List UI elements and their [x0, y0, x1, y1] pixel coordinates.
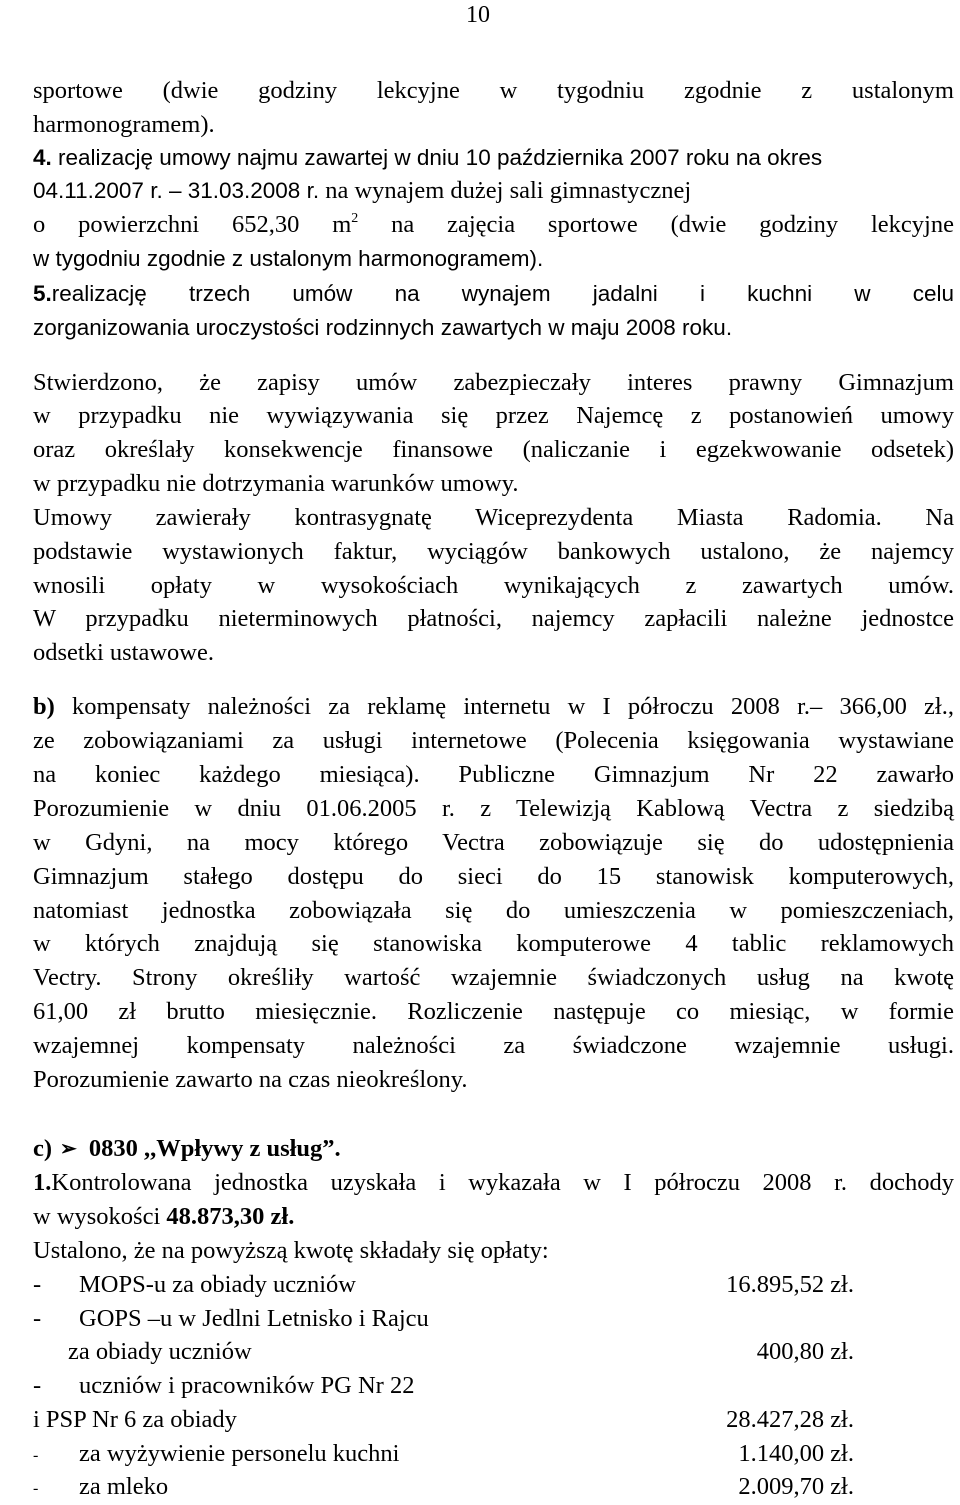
text-line: sportowe (dwie godziny lekcyjne w tygodniu zgodnie z ustalonym: [33, 77, 954, 104]
item-label: za wyżywienie personelu kuchni: [79, 1440, 400, 1467]
list-number: 5.: [33, 281, 52, 306]
page-number: 10: [466, 2, 490, 28]
text-line: [33, 141, 954, 174]
text-line: harmonogramem).: [33, 111, 215, 138]
line-text: na zajęcia sportowe (dwie godziny lekcyjne: [358, 211, 954, 238]
list-item: [33, 1268, 954, 1301]
list-number: 1.: [33, 1169, 52, 1196]
list-item: [33, 1437, 954, 1470]
text-line: natomiast jednostka zobowiązała się do umieszczenia w pomieszczeniach,: [33, 897, 954, 924]
text-line: w Gdyni, na mocy którego Vectra zobowiązuje się do udostępnienia: [33, 829, 954, 856]
text-line: na koniec każdego miesiąca). Publiczne Gimnazjum Nr 22 zawarło: [33, 761, 954, 788]
list-item: [33, 1470, 954, 1503]
section-label: b): [33, 693, 55, 720]
list-dash: -: [33, 1372, 42, 1399]
list-dash: -: [33, 1271, 42, 1298]
item-label: MOPS-u za obiady uczniów: [79, 1271, 356, 1298]
list-number: 4.: [33, 145, 52, 170]
text-line: W przypadku nieterminowych płatności, najemcy zapłacili należne jednostce: [33, 605, 954, 632]
line-text: realizację umowy najmu zawartej w dniu 10 października 2007 roku na okres: [51, 145, 823, 170]
section-heading: [33, 1132, 954, 1165]
item-label: uczniów i pracowników PG Nr 22: [79, 1372, 415, 1399]
text-line: w których znajdują się stanowiska komputerowe 4 tablic reklamowych: [33, 930, 954, 957]
item-label: za obiady uczniów: [68, 1338, 252, 1365]
list-item: [33, 1335, 954, 1368]
text-line: podstawie wystawionych faktur, wyciągów bankowych ustalono, że najemcy: [33, 538, 954, 565]
section-label: c): [33, 1135, 53, 1162]
text-line: Stwierdzono, że zapisy umów zabezpieczały interes prawny Gimnazjum: [33, 369, 954, 396]
item-label: GOPS –u w Jedlni Letnisko i Rajcu: [79, 1305, 429, 1332]
text-line: Vectry. Strony określiły wartość wzajemnie świadczonych usług na kwotę: [33, 964, 954, 991]
text-line: Porozumienie w dniu 01.06.2005 r. z Telewizją Kablową Vectra z siedzibą: [33, 795, 954, 822]
item-amount: 28.427,28 zł.: [726, 1406, 854, 1433]
text-line: zorganizowania uroczystości rodzinnych zawartych w maju 2008 roku.: [33, 315, 733, 340]
text-line: w przypadku nie dotrzymania warunków umowy.: [33, 470, 519, 497]
line-text: Kontrolowana jednostka uzyskała i wykazała w I półroczu 2008 r. dochody: [51, 1169, 954, 1196]
section-title: 0830 ,,Wpływy z usług”.: [88, 1135, 341, 1162]
item-amount: 16.895,52 zł.: [726, 1271, 854, 1298]
text-line: oraz określały konsekwencje finansowe (naliczanie i egzekwowanie odsetek): [33, 436, 954, 463]
text-line: [33, 208, 954, 241]
list-dash: -: [33, 1305, 42, 1332]
text-line: Umowy zawierały kontrasygnatę Wiceprezydenta Miasta Radomia. Na: [33, 504, 954, 531]
item-label: i PSP Nr 6 za obiady: [33, 1406, 237, 1433]
list-item: [33, 1403, 954, 1436]
item-amount: 2.009,70 zł.: [738, 1473, 854, 1500]
item-amount: 400,80 zł.: [756, 1338, 854, 1365]
item-label: za mleko: [79, 1473, 169, 1500]
text-line: w przypadku nie wywiązywania się przez Najemcę z postanowień umowy: [33, 402, 954, 429]
text-line: Gimnazjum stałego dostępu do sieci do 15 stanowisk komputerowych,: [33, 863, 954, 890]
list-dash: -: [33, 1447, 39, 1464]
text-line: Porozumienie zawarto na czas nieokreślony.: [33, 1066, 468, 1093]
list-dash: -: [33, 1480, 39, 1497]
text-line: w tygodniu zgodnie z ustalonym harmonogramem).: [33, 246, 544, 271]
list-item: [33, 1369, 954, 1402]
text-line: ze zobowiązaniami za usługi internetowe (Polecenia księgowania wystawiane: [33, 727, 954, 754]
total-amount: 48.873,30 zł.: [166, 1203, 295, 1230]
arrow-bullet-icon: ➢: [60, 1138, 77, 1160]
text-line: wnosili opłaty w wysokościach wynikających z zawartych umów.: [33, 572, 954, 599]
text-line: [33, 1200, 954, 1233]
text-line: odsetki ustawowe.: [33, 639, 214, 666]
date-range: 04.11.2007 r. – 31.03.2008 r.: [33, 178, 320, 203]
text-line: wzajemnej kompensaty należności za świadczone wzajemnie usługi.: [33, 1032, 954, 1059]
text-line: 61,00 zł brutto miesięcznie. Rozliczenie następuje co miesiąc, w formie: [33, 998, 954, 1025]
text-line: [33, 1166, 954, 1199]
line-text: o powierzchni 652,30 m: [33, 211, 352, 238]
item-amount: 1.140,00 zł.: [738, 1440, 854, 1467]
line-text: kompensaty należności za reklamę internetu w I półroczu 2008 r.– 366,00 zł.,: [54, 693, 954, 720]
superscript: 2: [351, 211, 359, 226]
list-item: [33, 1302, 954, 1335]
line-text: na wynajem dużej sali gimnastycznej: [319, 177, 692, 204]
line-text: w wysokości: [33, 1203, 167, 1230]
line-text: realizację trzech umów na wynajem jadalni i kuchni w celu: [51, 281, 954, 306]
text-line: Ustalono, że na powyższą kwotę składały się opłaty:: [33, 1237, 549, 1264]
text-line: [33, 277, 954, 310]
text-line: [33, 174, 954, 207]
text-line: [33, 690, 954, 723]
